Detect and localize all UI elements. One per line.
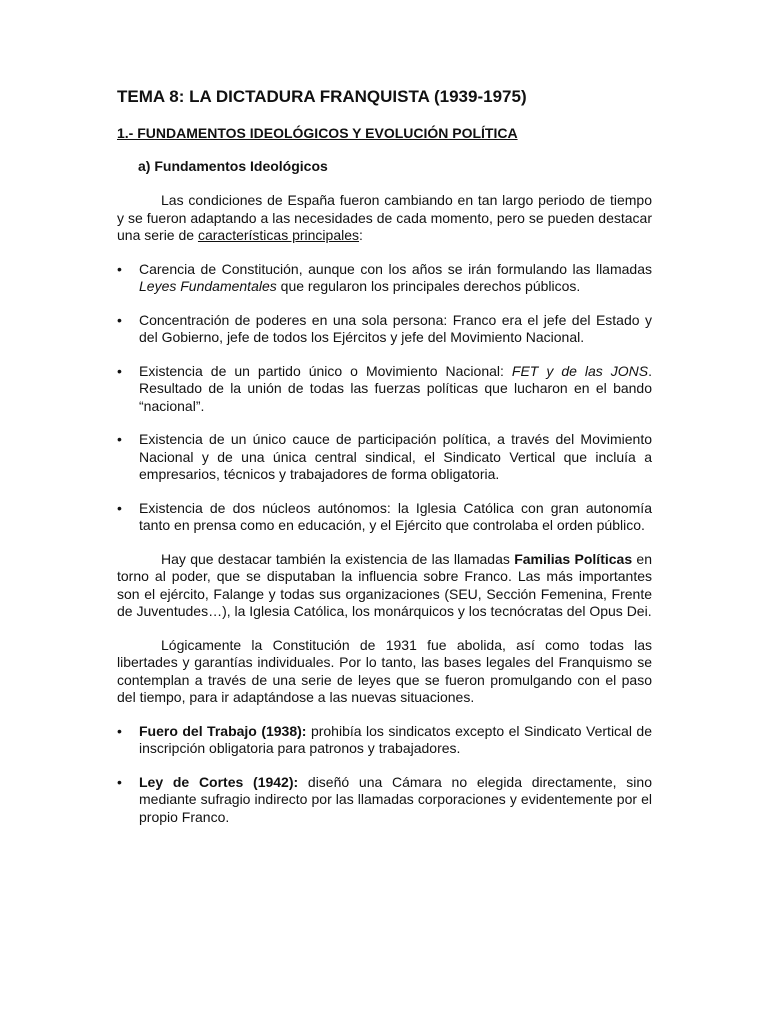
item-text: Existencia de un único cauce de participación política, a través del Movimiento Nacional y de una única central sindical, el Sindicato Vertical que incluía a empresarios, técnicos y trabajadores de forma obligatoria.: [139, 431, 652, 482]
list-item: [117, 261, 652, 296]
familias-text-end: en torno al poder, que se disputaban la influencia sobre Franco. Las más importantes son el ejército, Falange y todas sus organizaciones (SEU, Sección Femenina, Frente de Juventudes…), la Iglesia Católica, los monárquicos y los tecnócratas del Opus Dei.: [117, 550, 652, 619]
intro-underlined: características principales: [197, 227, 360, 243]
item-text: Carencia de Constitución, aunque con los años se irán formulando las llamadas: [139, 260, 652, 277]
item-text: Concentración de poderes en una sola persona: Franco era el jefe del Estado y del Gobierno, jefe de todos los Ejércitos y jefe del Movimiento Nacional.: [139, 311, 652, 345]
list-item: [117, 774, 652, 827]
laws-list: [117, 723, 652, 827]
item-italic: FET y de las JONS: [511, 362, 649, 379]
subsection-heading: a) Fundamentos Ideológicos: [138, 158, 328, 174]
document-title: TEMA 8: LA DICTADURA FRANQUISTA (1939-1975): [117, 87, 527, 106]
intro-paragraph: [117, 192, 652, 245]
item-text: Existencia de un partido único o Movimiento Nacional:: [139, 362, 512, 379]
characteristics-list: [117, 261, 652, 535]
familias-bold: Familias Políticas: [514, 550, 633, 567]
list-item: [117, 500, 652, 535]
bullet-icon: •: [117, 722, 122, 739]
bullet-icon: •: [117, 773, 122, 790]
list-item: [117, 363, 652, 416]
item-text-end: . Resultado de la unión de todas las fuerzas políticas que lucharon en el bando “nacional”.: [139, 362, 652, 414]
item-text-end: que regularon los principales derechos públicos.: [276, 278, 581, 294]
item-text: Existencia de dos núcleos autónomos: la Iglesia Católica con gran autonomía tanto en prensa como en educación, y el Ejército que controlaba el orden público.: [139, 499, 652, 533]
intro-end: :: [359, 227, 363, 243]
law-text: diseñó una Cámara no elegida directamente, sino mediante sufragio indirecto por las llamadas corporaciones y evidentemente por el propio Franco.: [139, 773, 652, 825]
list-item: [117, 312, 652, 347]
law-text: prohibía los sindicatos excepto el Sindicato Vertical de inscripción obligatoria para patronos y trabajadores.: [139, 722, 652, 756]
document-body: [117, 86, 652, 826]
bullet-icon: •: [117, 362, 122, 379]
list-item: [117, 723, 652, 758]
bullet-icon: •: [117, 499, 122, 516]
constitucion-paragraph: Lógicamente la Constitución de 1931 fue abolida, así como todas las libertades y garantías individuales. Por lo tanto, las bases legales del Franquismo se contemplan a través de una serie de leyes que se fueron promulgando con el paso del tiempo, para ir adaptándose a las nuevas situaciones.: [117, 636, 652, 705]
bullet-icon: •: [117, 260, 122, 277]
bullet-icon: •: [117, 311, 122, 328]
section-heading: 1.- FUNDAMENTOS IDEOLÓGICOS Y EVOLUCIÓN POLÍTICA: [117, 125, 518, 141]
bullet-icon: •: [117, 431, 122, 447]
law-name: Fuero del Trabajo (1938):: [139, 722, 307, 739]
item-italic: Leyes Fundamentales: [139, 278, 277, 294]
familias-text: Hay que destacar también la existencia de las llamadas: [161, 550, 515, 567]
law-name: Ley de Cortes (1942):: [139, 773, 299, 790]
intro-text: Las condiciones de España fueron cambiando en tan largo periodo de tiempo y se fueron adaptando a las necesidades de cada momento, pero se pueden destacar una serie de: [117, 192, 652, 243]
familias-paragraph: [117, 551, 652, 621]
list-item: [117, 431, 652, 484]
